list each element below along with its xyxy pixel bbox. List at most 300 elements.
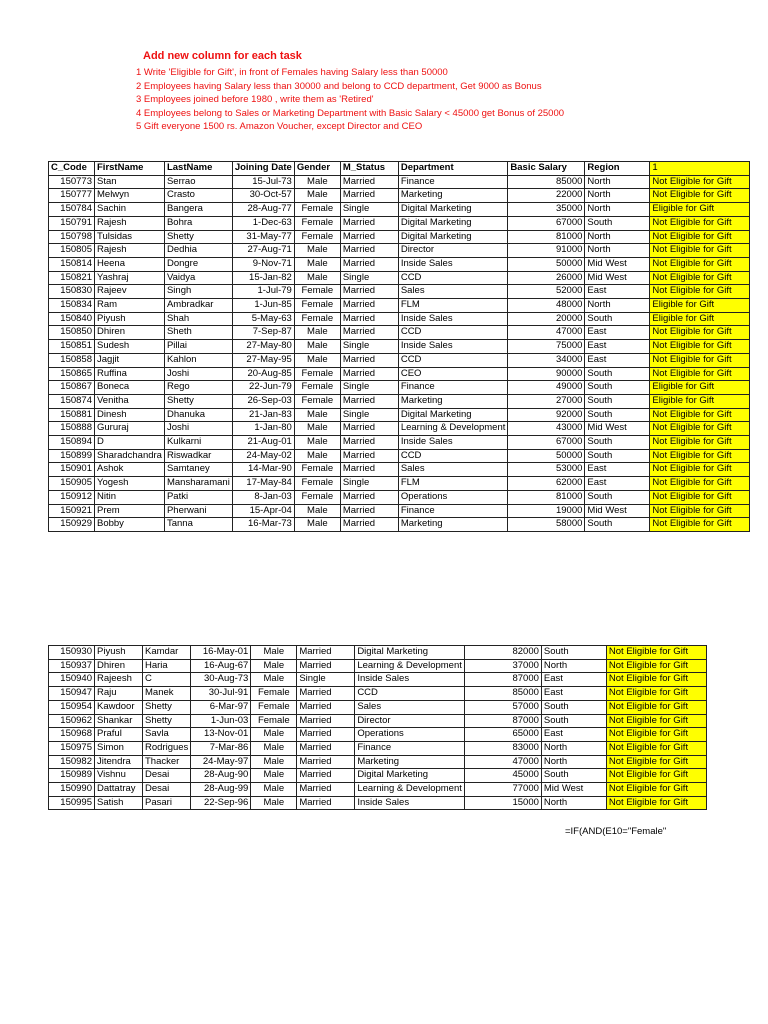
table-cell[interactable]: Bobby <box>95 518 165 532</box>
table-cell[interactable]: 58000 <box>508 518 585 532</box>
table-cell[interactable]: 150791 <box>49 216 95 230</box>
table-cell[interactable]: Not Eligible for Gift <box>606 755 706 769</box>
table-cell[interactable]: Inside Sales <box>398 312 508 326</box>
table-cell[interactable]: Married <box>340 189 398 203</box>
table-cell[interactable]: 150888 <box>49 422 95 436</box>
table-cell[interactable]: East <box>585 340 650 354</box>
table-cell[interactable]: Married <box>297 687 355 701</box>
table-cell[interactable]: 150937 <box>49 659 95 673</box>
table-cell[interactable]: Melwyn <box>95 189 165 203</box>
table-cell[interactable]: Not Eligible for Gift <box>650 189 750 203</box>
table-cell[interactable]: Operations <box>398 490 508 504</box>
table-cell[interactable]: Not Eligible for Gift <box>650 271 750 285</box>
table-cell[interactable]: Married <box>297 646 355 660</box>
table-cell[interactable]: Learning & Development <box>398 422 508 436</box>
table-cell[interactable]: 83000 <box>464 741 541 755</box>
table-cell[interactable]: 50000 <box>508 449 585 463</box>
table-cell[interactable]: 15000 <box>464 796 541 810</box>
table-cell[interactable]: Not Eligible for Gift <box>650 449 750 463</box>
table-cell[interactable]: Not Eligible for Gift <box>650 216 750 230</box>
table-cell[interactable]: 47000 <box>508 326 585 340</box>
table-cell[interactable]: 14-Mar-90 <box>232 463 294 477</box>
table-cell[interactable]: 150867 <box>49 381 95 395</box>
table-cell[interactable]: South <box>585 216 650 230</box>
table-cell[interactable]: Dhanuka <box>164 408 232 422</box>
table-cell[interactable]: Crasto <box>164 189 232 203</box>
table-cell[interactable]: 150858 <box>49 353 95 367</box>
table-cell[interactable]: Rajesh <box>95 216 165 230</box>
table-cell[interactable]: 5-May-63 <box>232 312 294 326</box>
table-cell[interactable]: 150830 <box>49 285 95 299</box>
table-cell[interactable]: Mid West <box>585 257 650 271</box>
table-cell[interactable]: North <box>585 299 650 313</box>
table-cell[interactable]: Eligible for Gift <box>650 299 750 313</box>
table-cell[interactable]: Sales <box>398 285 508 299</box>
table-cell[interactable]: 150851 <box>49 340 95 354</box>
table-cell[interactable]: Married <box>340 518 398 532</box>
table-cell[interactable]: Digital Marketing <box>398 216 508 230</box>
table-cell[interactable]: Single <box>340 408 398 422</box>
table-cell[interactable]: Married <box>340 449 398 463</box>
table-cell[interactable]: Female <box>251 700 297 714</box>
table-cell[interactable]: Shah <box>164 312 232 326</box>
table-cell[interactable]: Boneca <box>95 381 165 395</box>
table-cell[interactable]: Serrao <box>164 175 232 189</box>
table-cell[interactable]: 7-Sep-87 <box>232 326 294 340</box>
table-cell[interactable]: Sachin <box>95 203 165 217</box>
table-cell[interactable]: 67000 <box>508 216 585 230</box>
table-cell[interactable]: Not Eligible for Gift <box>606 700 706 714</box>
table-cell[interactable]: Samtaney <box>164 463 232 477</box>
table-cell[interactable]: Vishnu <box>95 769 143 783</box>
table-cell[interactable]: 85000 <box>464 687 541 701</box>
table-cell[interactable]: Male <box>294 518 340 532</box>
table-cell[interactable]: North <box>541 741 606 755</box>
table-cell[interactable]: 150777 <box>49 189 95 203</box>
table-cell[interactable]: Raju <box>95 687 143 701</box>
table-cell[interactable]: 16-Aug-67 <box>191 659 251 673</box>
table-cell[interactable]: Not Eligible for Gift <box>650 518 750 532</box>
table-cell[interactable]: 8-Jan-03 <box>232 490 294 504</box>
table-cell[interactable]: Male <box>294 340 340 354</box>
table-cell[interactable]: Married <box>340 257 398 271</box>
table-cell[interactable]: Tanna <box>164 518 232 532</box>
table-cell[interactable]: Director <box>398 244 508 258</box>
table-cell[interactable]: Savla <box>143 728 191 742</box>
table-cell[interactable]: 150821 <box>49 271 95 285</box>
table-cell[interactable]: Shetty <box>164 394 232 408</box>
table-cell[interactable]: Female <box>294 230 340 244</box>
table-cell[interactable]: Shetty <box>143 700 191 714</box>
table-cell[interactable]: Female <box>294 312 340 326</box>
table-cell[interactable]: Not Eligible for Gift <box>606 714 706 728</box>
table-cell[interactable]: Male <box>251 783 297 797</box>
table-cell[interactable]: 22000 <box>508 189 585 203</box>
table-cell[interactable]: Vaidya <box>164 271 232 285</box>
table-cell[interactable]: 150874 <box>49 394 95 408</box>
table-cell[interactable]: 150921 <box>49 504 95 518</box>
table-cell[interactable]: Married <box>297 769 355 783</box>
table-cell[interactable]: Single <box>340 477 398 491</box>
table-cell[interactable]: 92000 <box>508 408 585 422</box>
table-cell[interactable]: 65000 <box>464 728 541 742</box>
table-cell[interactable]: Kulkarni <box>164 436 232 450</box>
table-cell[interactable]: Not Eligible for Gift <box>650 340 750 354</box>
table-cell[interactable]: Joshi <box>164 422 232 436</box>
table-cell[interactable]: Single <box>340 381 398 395</box>
table-cell[interactable]: Female <box>294 285 340 299</box>
table-cell[interactable]: C <box>143 673 191 687</box>
table-cell[interactable]: North <box>541 755 606 769</box>
table-cell[interactable]: Shankar <box>95 714 143 728</box>
table-cell[interactable]: Director <box>355 714 465 728</box>
table-cell[interactable]: Married <box>297 796 355 810</box>
col-header[interactable]: Department <box>398 162 508 176</box>
table-cell[interactable]: Pasari <box>143 796 191 810</box>
table-cell[interactable]: Yogesh <box>95 477 165 491</box>
table-cell[interactable]: 150784 <box>49 203 95 217</box>
table-cell[interactable]: D <box>95 436 165 450</box>
table-cell[interactable]: Singh <box>164 285 232 299</box>
table-cell[interactable]: North <box>585 175 650 189</box>
table-cell[interactable]: Not Eligible for Gift <box>606 741 706 755</box>
table-cell[interactable]: FLM <box>398 477 508 491</box>
table-cell[interactable]: 26000 <box>508 271 585 285</box>
table-cell[interactable]: Male <box>251 659 297 673</box>
table-cell[interactable]: 150995 <box>49 796 95 810</box>
table-cell[interactable]: Not Eligible for Gift <box>650 490 750 504</box>
table-cell[interactable]: 22-Sep-96 <box>191 796 251 810</box>
table-cell[interactable]: North <box>585 244 650 258</box>
table-cell[interactable]: 150940 <box>49 673 95 687</box>
table-cell[interactable]: Male <box>251 741 297 755</box>
table-cell[interactable]: 82000 <box>464 646 541 660</box>
table-cell[interactable]: 150912 <box>49 490 95 504</box>
table-cell[interactable]: 21-Jan-83 <box>232 408 294 422</box>
table-cell[interactable]: Prem <box>95 504 165 518</box>
table-cell[interactable]: 9-Nov-71 <box>232 257 294 271</box>
table-cell[interactable]: 27-May-80 <box>232 340 294 354</box>
table-cell[interactable]: Kamdar <box>143 646 191 660</box>
table-cell[interactable]: 1-Jan-80 <box>232 422 294 436</box>
table-cell[interactable]: Married <box>297 755 355 769</box>
table-cell[interactable]: Digital Marketing <box>398 230 508 244</box>
table-cell[interactable]: Gururaj <box>95 422 165 436</box>
table-cell[interactable]: 1-Dec-63 <box>232 216 294 230</box>
col-header[interactable]: Gender <box>294 162 340 176</box>
table-cell[interactable]: South <box>585 367 650 381</box>
table-cell[interactable]: South <box>585 490 650 504</box>
table-cell[interactable]: 150814 <box>49 257 95 271</box>
table-cell[interactable]: Married <box>297 741 355 755</box>
table-cell[interactable]: South <box>541 714 606 728</box>
table-cell[interactable]: 28-Aug-99 <box>191 783 251 797</box>
table-cell[interactable]: 15-Jul-73 <box>232 175 294 189</box>
table-cell[interactable]: 37000 <box>464 659 541 673</box>
table-cell[interactable]: North <box>541 796 606 810</box>
table-cell[interactable]: Male <box>294 422 340 436</box>
table-cell[interactable]: Male <box>251 673 297 687</box>
table-cell[interactable]: Not Eligible for Gift <box>650 230 750 244</box>
table-cell[interactable]: Inside Sales <box>398 436 508 450</box>
table-cell[interactable]: Single <box>297 673 355 687</box>
table-cell[interactable]: CCD <box>355 687 465 701</box>
table-cell[interactable]: Inside Sales <box>398 340 508 354</box>
table-cell[interactable]: 75000 <box>508 340 585 354</box>
table-cell[interactable]: Dhiren <box>95 326 165 340</box>
table-cell[interactable]: Bohra <box>164 216 232 230</box>
table-cell[interactable]: 43000 <box>508 422 585 436</box>
table-cell[interactable]: 6-Mar-97 <box>191 700 251 714</box>
table-cell[interactable]: Mid West <box>585 422 650 436</box>
table-cell[interactable]: Joshi <box>164 367 232 381</box>
table-cell[interactable]: Female <box>294 299 340 313</box>
table-cell[interactable]: Single <box>340 340 398 354</box>
col-header[interactable]: Joining Date <box>232 162 294 176</box>
table-cell[interactable]: 49000 <box>508 381 585 395</box>
table-cell[interactable]: 20-Aug-85 <box>232 367 294 381</box>
table-cell[interactable]: 16-May-01 <box>191 646 251 660</box>
table-cell[interactable]: Heena <box>95 257 165 271</box>
table-cell[interactable]: Male <box>251 646 297 660</box>
table-cell[interactable]: Kahlon <box>164 353 232 367</box>
table-cell[interactable]: 15-Jan-82 <box>232 271 294 285</box>
table-cell[interactable]: Married <box>340 312 398 326</box>
table-cell[interactable]: 150899 <box>49 449 95 463</box>
table-cell[interactable]: 19000 <box>508 504 585 518</box>
table-cell[interactable]: 87000 <box>464 714 541 728</box>
table-cell[interactable]: North <box>585 203 650 217</box>
table-cell[interactable]: Male <box>294 271 340 285</box>
table-cell[interactable]: Marketing <box>355 755 465 769</box>
table-cell[interactable]: Married <box>340 244 398 258</box>
table-cell[interactable]: Married <box>340 285 398 299</box>
table-cell[interactable]: Piyush <box>95 646 143 660</box>
table-cell[interactable]: Digital Marketing <box>355 646 465 660</box>
table-cell[interactable]: Thacker <box>143 755 191 769</box>
table-cell[interactable]: Learning & Development <box>355 659 465 673</box>
table-cell[interactable]: Finance <box>355 741 465 755</box>
table-cell[interactable]: Not Eligible for Gift <box>606 687 706 701</box>
table-cell[interactable]: 85000 <box>508 175 585 189</box>
table-cell[interactable]: CCD <box>398 326 508 340</box>
col-header[interactable]: 1 <box>650 162 750 176</box>
table-cell[interactable]: North <box>541 659 606 673</box>
table-cell[interactable]: Piyush <box>95 312 165 326</box>
table-cell[interactable]: Patki <box>164 490 232 504</box>
table-cell[interactable]: Rajesh <box>95 244 165 258</box>
table-cell[interactable]: Male <box>294 257 340 271</box>
table-cell[interactable]: Kawdoor <box>95 700 143 714</box>
table-cell[interactable]: Stan <box>95 175 165 189</box>
table-cell[interactable]: Sales <box>398 463 508 477</box>
table-cell[interactable]: Bangera <box>164 203 232 217</box>
table-cell[interactable]: Tulsidas <box>95 230 165 244</box>
table-cell[interactable]: Married <box>340 299 398 313</box>
table-cell[interactable]: Married <box>340 326 398 340</box>
table-cell[interactable]: 50000 <box>508 257 585 271</box>
table-cell[interactable]: 62000 <box>508 477 585 491</box>
table-cell[interactable]: Single <box>340 203 398 217</box>
table-cell[interactable]: 150905 <box>49 477 95 491</box>
table-cell[interactable]: 91000 <box>508 244 585 258</box>
table-cell[interactable]: Nitin <box>95 490 165 504</box>
table-cell[interactable]: Desai <box>143 769 191 783</box>
table-cell[interactable]: Male <box>294 353 340 367</box>
table-cell[interactable]: Male <box>294 189 340 203</box>
table-cell[interactable]: 34000 <box>508 353 585 367</box>
table-cell[interactable]: Married <box>340 367 398 381</box>
table-cell[interactable]: Not Eligible for Gift <box>650 257 750 271</box>
table-cell[interactable]: CEO <box>398 367 508 381</box>
table-cell[interactable]: Dinesh <box>95 408 165 422</box>
table-cell[interactable]: Sheth <box>164 326 232 340</box>
table-cell[interactable]: 26-Sep-03 <box>232 394 294 408</box>
table-cell[interactable]: Dongre <box>164 257 232 271</box>
table-cell[interactable]: Finance <box>398 175 508 189</box>
table-cell[interactable]: 81000 <box>508 230 585 244</box>
table-cell[interactable]: Desai <box>143 783 191 797</box>
table-cell[interactable]: Single <box>340 271 398 285</box>
table-cell[interactable]: 150850 <box>49 326 95 340</box>
table-cell[interactable]: 150834 <box>49 299 95 313</box>
table-cell[interactable]: 17-May-84 <box>232 477 294 491</box>
table-cell[interactable]: 90000 <box>508 367 585 381</box>
table-cell[interactable]: Marketing <box>398 518 508 532</box>
table-cell[interactable]: 1-Jul-79 <box>232 285 294 299</box>
table-cell[interactable]: Male <box>294 244 340 258</box>
table-cell[interactable]: Rego <box>164 381 232 395</box>
table-cell[interactable]: Riswadkar <box>164 449 232 463</box>
table-cell[interactable]: Married <box>340 394 398 408</box>
table-cell[interactable]: Female <box>251 714 297 728</box>
table-cell[interactable]: 52000 <box>508 285 585 299</box>
table-cell[interactable]: Male <box>251 769 297 783</box>
table-cell[interactable]: 150773 <box>49 175 95 189</box>
table-cell[interactable]: Rajeesh <box>95 673 143 687</box>
table-cell[interactable]: 150805 <box>49 244 95 258</box>
table-cell[interactable]: Not Eligible for Gift <box>650 285 750 299</box>
table-cell[interactable]: 31-May-77 <box>232 230 294 244</box>
table-cell[interactable]: Female <box>294 367 340 381</box>
table-cell[interactable]: Not Eligible for Gift <box>606 783 706 797</box>
table-cell[interactable]: Not Eligible for Gift <box>606 769 706 783</box>
table-cell[interactable]: Dattatray <box>95 783 143 797</box>
table-cell[interactable]: 47000 <box>464 755 541 769</box>
table-cell[interactable]: Married <box>340 353 398 367</box>
table-cell[interactable]: Rodrigues <box>143 741 191 755</box>
table-cell[interactable]: Not Eligible for Gift <box>650 422 750 436</box>
table-cell[interactable]: East <box>585 285 650 299</box>
table-cell[interactable]: East <box>585 353 650 367</box>
table-cell[interactable]: 48000 <box>508 299 585 313</box>
table-cell[interactable]: Not Eligible for Gift <box>606 646 706 660</box>
table-cell[interactable]: 150929 <box>49 518 95 532</box>
table-cell[interactable]: Venitha <box>95 394 165 408</box>
table-cell[interactable]: 45000 <box>464 769 541 783</box>
table-cell[interactable]: 150930 <box>49 646 95 660</box>
table-cell[interactable]: Ruffina <box>95 367 165 381</box>
table-cell[interactable]: 150901 <box>49 463 95 477</box>
table-cell[interactable]: Dedhia <box>164 244 232 258</box>
table-cell[interactable]: 150954 <box>49 700 95 714</box>
table-cell[interactable]: 150975 <box>49 741 95 755</box>
table-cell[interactable]: 30-Aug-73 <box>191 673 251 687</box>
table-cell[interactable]: Not Eligible for Gift <box>606 659 706 673</box>
table-cell[interactable]: Not Eligible for Gift <box>650 244 750 258</box>
table-cell[interactable]: Rajeev <box>95 285 165 299</box>
table-cell[interactable]: Male <box>294 408 340 422</box>
table-cell[interactable]: Not Eligible for Gift <box>650 504 750 518</box>
table-cell[interactable]: 150968 <box>49 728 95 742</box>
col-header[interactable]: LastName <box>164 162 232 176</box>
table-cell[interactable]: 150989 <box>49 769 95 783</box>
table-cell[interactable]: 57000 <box>464 700 541 714</box>
table-cell[interactable]: Female <box>251 687 297 701</box>
table-cell[interactable]: Marketing <box>398 394 508 408</box>
table-cell[interactable]: Yashraj <box>95 271 165 285</box>
table-cell[interactable]: CCD <box>398 271 508 285</box>
table-cell[interactable]: Eligible for Gift <box>650 381 750 395</box>
table-cell[interactable]: Sharadchandra <box>95 449 165 463</box>
table-cell[interactable]: 13-Nov-01 <box>191 728 251 742</box>
table-cell[interactable]: East <box>541 687 606 701</box>
table-cell[interactable]: East <box>541 728 606 742</box>
table-cell[interactable]: Male <box>251 796 297 810</box>
table-cell[interactable]: 27000 <box>508 394 585 408</box>
table-cell[interactable]: South <box>585 381 650 395</box>
table-cell[interactable]: Female <box>294 203 340 217</box>
table-cell[interactable]: 35000 <box>508 203 585 217</box>
col-header[interactable]: Basic Salary <box>508 162 585 176</box>
table-cell[interactable]: Male <box>294 504 340 518</box>
col-header[interactable]: C_Code <box>49 162 95 176</box>
table-cell[interactable]: Not Eligible for Gift <box>650 353 750 367</box>
table-cell[interactable]: Married <box>340 230 398 244</box>
table-cell[interactable]: Mid West <box>585 271 650 285</box>
table-cell[interactable]: Operations <box>355 728 465 742</box>
table-cell[interactable]: Male <box>251 755 297 769</box>
table-cell[interactable]: 150840 <box>49 312 95 326</box>
table-cell[interactable]: CCD <box>398 449 508 463</box>
table-cell[interactable]: Male <box>294 449 340 463</box>
table-cell[interactable]: 30-Jul-91 <box>191 687 251 701</box>
table-cell[interactable]: Marketing <box>398 189 508 203</box>
table-cell[interactable]: Manek <box>143 687 191 701</box>
table-cell[interactable]: 27-May-95 <box>232 353 294 367</box>
table-cell[interactable]: 1-Jun-03 <box>191 714 251 728</box>
table-cell[interactable]: Not Eligible for Gift <box>650 367 750 381</box>
table-cell[interactable]: Female <box>294 216 340 230</box>
table-cell[interactable]: Married <box>340 175 398 189</box>
table-cell[interactable]: Married <box>340 422 398 436</box>
table-cell[interactable]: Not Eligible for Gift <box>606 796 706 810</box>
table-cell[interactable]: South <box>585 449 650 463</box>
table-cell[interactable]: East <box>585 326 650 340</box>
table-cell[interactable]: Praful <box>95 728 143 742</box>
table-cell[interactable]: Married <box>340 436 398 450</box>
formula-text[interactable]: =IF(AND(E10="Female" <box>565 826 667 837</box>
table-cell[interactable]: Married <box>340 463 398 477</box>
table-cell[interactable]: Female <box>294 490 340 504</box>
table-cell[interactable]: Female <box>294 463 340 477</box>
table-cell[interactable]: 15-Apr-04 <box>232 504 294 518</box>
table-cell[interactable]: Female <box>294 477 340 491</box>
table-cell[interactable]: 7-Mar-86 <box>191 741 251 755</box>
table-cell[interactable]: Ram <box>95 299 165 313</box>
table-cell[interactable]: 67000 <box>508 436 585 450</box>
table-cell[interactable]: CCD <box>398 353 508 367</box>
